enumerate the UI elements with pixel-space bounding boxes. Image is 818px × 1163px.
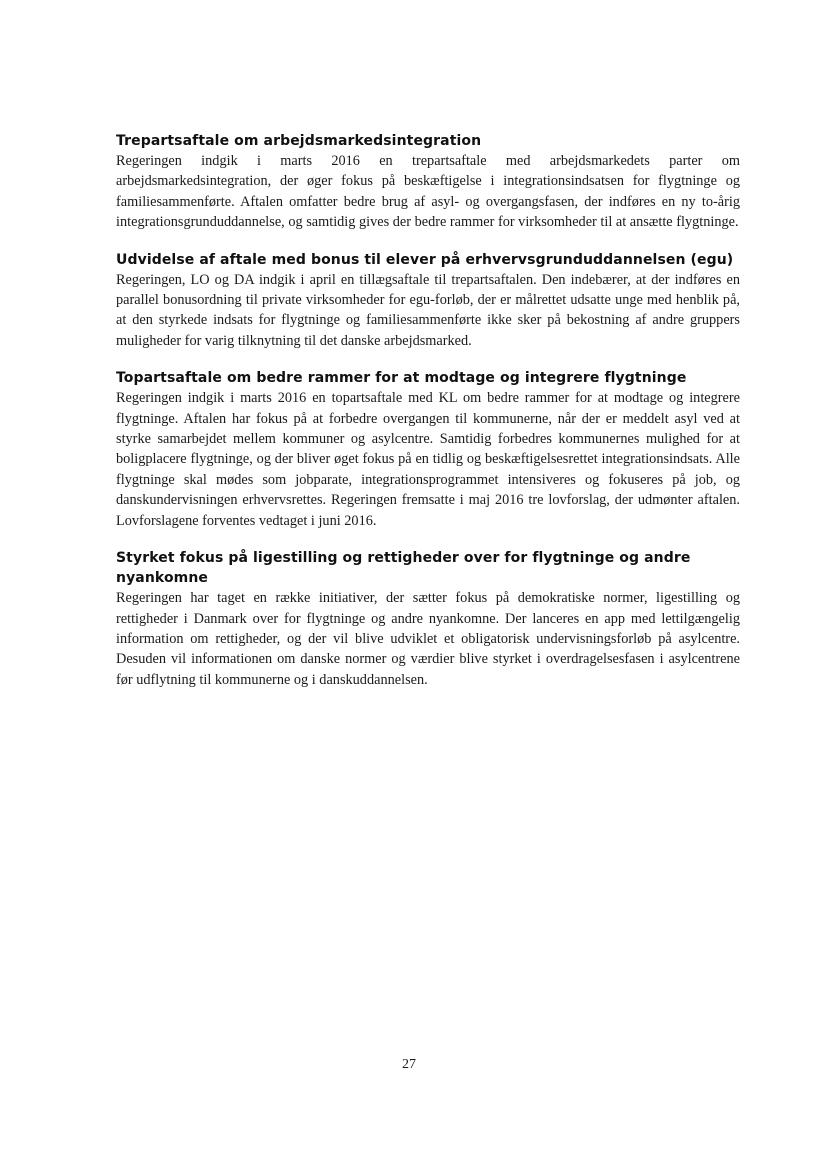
section-body: Regeringen indgik i marts 2016 en topartsaftale med KL om bedre rammer for at modtage og integrere flygtninge. Aftalen har fokus på at forbedre overgangen til kommunerne, når der er meddelt asyl ved at styrke samarbejdet mellem kommuner og asylcentre. Samtidig forbedres kommunernes mulighed for at boligplacere flygtninge, og der bliver øget fokus på en tidlig og beskæftigelsesrettet integrationsindsats. Alle flygtninge skal mødes som jobparate, integrationsprogrammet intensiveres og fokuseres på job, og danskundervisningen erhvervsrettes. Regeringen fremsatte i maj 2016 tre lovforslag, der udmønter aftalen. Lovforslagene forventes vedtaget i juni 2016. <box>116 390 740 529</box>
section-body: Regeringen indgik i marts 2016 en trepartsaftale med arbejdsmarkedets parter om arbejdsmarkedsintegration, der øger fokus på beskæftigelse i integrationsindsatsen for flygtninge og familiesammenførte. Aftalen omfatter bedre brug af asyl- og overgangsfasen, der indføres en ny to-årig integrationsgrunduddannelse, og samtidig gives der bedre rammer for virksomheder til at ansætte flygtninge. <box>116 153 740 231</box>
section-heading: Udvidelse af aftale med bonus til elever på erhvervsgrunduddannelsen (egu) <box>116 251 734 268</box>
section-trepartsaftale <box>116 131 740 233</box>
section-heading: Topartsaftale om bedre rammer for at modtage og integrere flygtninge <box>116 370 687 387</box>
section-heading: Styrket fokus på ligestilling og rettigheder over for flygtninge og andre nyankomne <box>116 550 691 587</box>
section-heading: Trepartsaftale om arbejdsmarkedsintegration <box>116 133 482 149</box>
section-udvidelse-egu <box>116 250 740 352</box>
section-body: Regeringen har taget en række initiativer, der sætter fokus på demokratiske normer, ligestilling og rettigheder i Danmark over for flygtninge og andre nyankomne. Der lanceres en app med lettilgængelig information om rettigheder, og der vil blive udviklet et obligatorisk undervisningsforløb på asylcentre. Desuden vil informationen om danske normer og værdier blive styrket i overdragelsesfasen i asylcentrene før udflytning til kommunerne og i danskuddannelsen. <box>116 590 740 688</box>
section-ligestilling <box>116 548 740 690</box>
section-body: Regeringen, LO og DA indgik i april en tillægsaftale til trepartsaftalen. Den indebærer, at der indføres en parallel bonusordning til private virksomheder for egu-forløb, der er målrettet udsatte unge med henblik på, at den styrkede indsats for flygtninge og familiesammenførte ikke sker på bekostning af andre gruppers muligheder for varig tilknytning til det danske arbejdsmarked. <box>116 271 740 349</box>
page-number: 27 <box>402 1057 416 1072</box>
page-content <box>116 131 740 707</box>
section-topartsaftale <box>116 368 740 531</box>
